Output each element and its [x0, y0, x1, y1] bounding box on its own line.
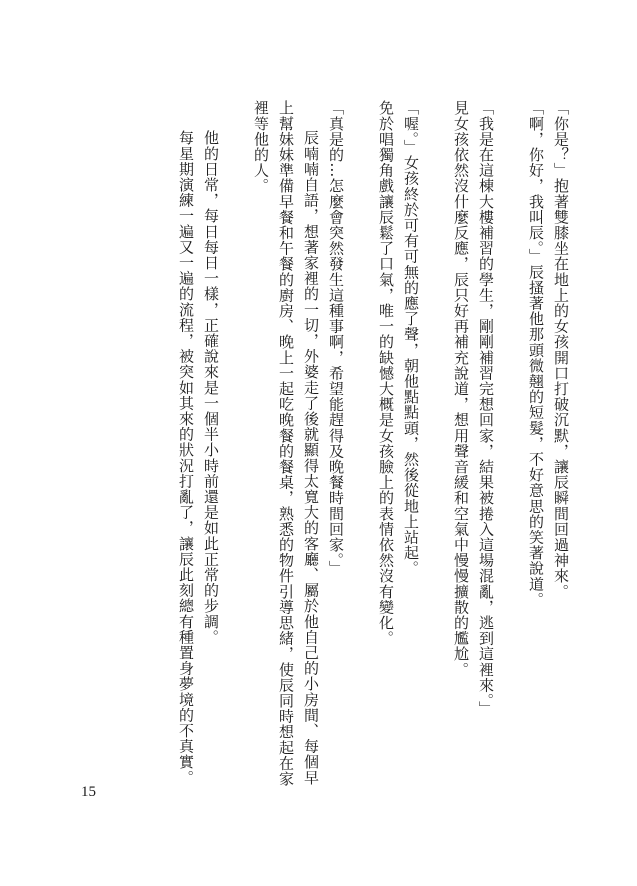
paragraph-4: 見女孩依然沒什麼反應，辰只好再補充說道，想用聲音緩和空氣中慢慢擴散的尷尬。 [452, 100, 470, 678]
paragraph-2: 「啊，你好，我叫辰。」辰搔著他那頭微翹的短髮，不好意思的笑著說道。 [527, 100, 545, 608]
paragraph-8: 辰喃喃自語，想著家裡的一切，外婆走了後就顯得太寬大的客廳、屬於他自己的小房間、每個早上幫妹妹準備早餐和午餐的廚房、晚上一起吃晚餐的餐桌，熟悉的物件引導思緒，使辰同時想起在家裡等他的人。 [252, 100, 320, 787]
page-number: 15 [81, 784, 96, 800]
paragraph-6: 免於唱獨角戲讓辰鬆了口氣，唯一的缺憾大概是女孩臉上的表情依然沒有變化。 [377, 100, 395, 646]
paragraph-10: 每星期演練一遍又一遍的流程，被突如其來的狀況打亂了，讓辰此刻總有種置身夢境的不真實。 [177, 130, 195, 786]
paragraph-5: 「喔。」女孩終於可有可無的應了聲，朝他點點頭，然後從地上站起。 [402, 100, 420, 577]
paragraph-9: 他的日常，每日每日一樣，正確說來是一個半小時前還是如此正常的步調。 [202, 130, 220, 645]
paragraph-7: 「真是的…怎麼會突然發生這種事啊，希望能趕得及晚餐時間回家。」 [327, 100, 345, 577]
paragraph-1: 「你是？」抱著雙膝坐在地上的女孩開口打破沉默，讓辰瞬間回過神來。 [552, 100, 570, 600]
body-text [173, 100, 573, 790]
paragraph-3: 「我是在這棟大樓補習的學生，剛剛補習完想回家，結果被捲入這場混亂，逃到這裡來。」 [477, 100, 495, 717]
